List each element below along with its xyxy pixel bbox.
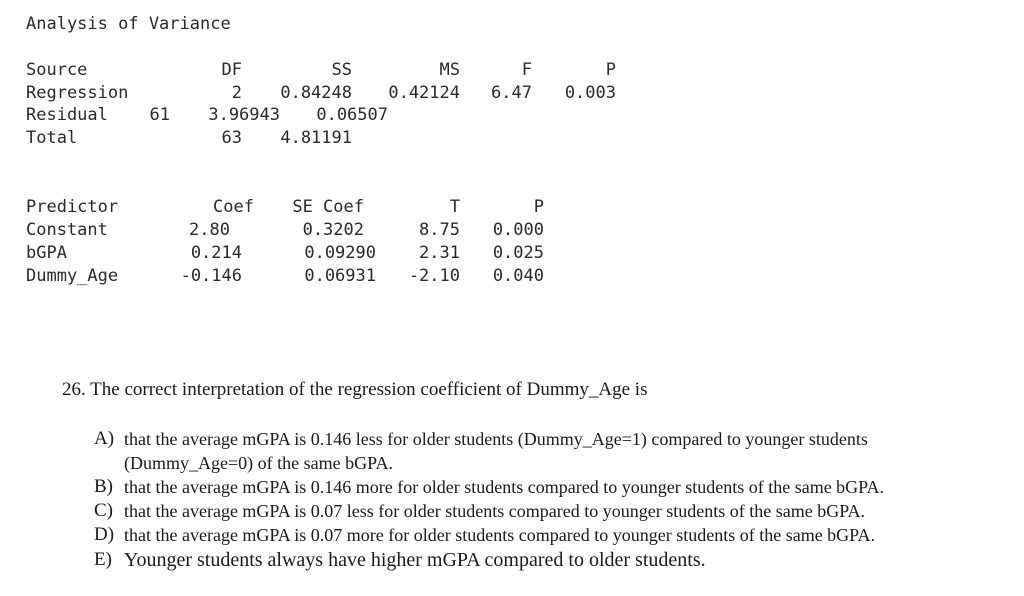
choice-a-letter: A) <box>94 428 115 449</box>
anova-row-regression-df: 2 <box>231 83 242 103</box>
anova-row-regression-source: Regression <box>26 83 129 103</box>
coef-row-dummyage-predictor: Dummy_Age <box>26 266 119 286</box>
anova-header-p: P <box>605 60 616 80</box>
choice-d-text[interactable]: that the average mGPA is 0.07 more for older students compared to younger students of the same bGPA. <box>124 525 876 545</box>
coef-row-dummyage-t: -2.10 <box>408 266 460 286</box>
anova-row-residual-ms: 0.06507 <box>316 105 388 125</box>
anova-row-regression-ss: 0.84248 <box>280 83 352 103</box>
choice-c-letter: C) <box>94 500 113 521</box>
anova-row-residual-source: Residual <box>26 105 108 125</box>
anova-header-ms: MS <box>439 60 460 80</box>
choice-e-letter: E) <box>94 549 112 570</box>
coef-row-bgpa-t: 2.31 <box>419 243 460 263</box>
anova-header-source: Source <box>26 60 88 80</box>
choice-a-text[interactable]: that the average mGPA is 0.146 less for older students (Dummy_Age=1) compared to younger students (Dummy_Age=0) of the same bGPA. <box>124 429 868 473</box>
coef-header-p: P <box>533 197 544 217</box>
coef-row-bgpa-coef: 0.214 <box>190 243 242 263</box>
coef-row-dummyage-p: 0.040 <box>492 266 544 286</box>
choice-b-text[interactable]: that the average mGPA is 0.146 more for older students compared to younger students of the same bGPA. <box>124 477 885 497</box>
choice-e-text[interactable]: Younger students always have higher mGPA compared to older students. <box>124 549 706 571</box>
anova-header-f: F <box>521 60 532 80</box>
anova-row-regression-f: 6.47 <box>491 83 532 103</box>
coef-row-constant-se: 0.3202 <box>302 220 364 240</box>
anova-row-regression-p: 0.003 <box>564 83 616 103</box>
choice-b-letter: B) <box>94 476 113 497</box>
coef-row-constant-t: 8.75 <box>419 220 460 240</box>
question-text: 26. The correct interpretation of the regression coefficient of Dummy_Age is <box>62 379 648 400</box>
coef-row-dummyage-coef: -0.146 <box>180 266 242 286</box>
anova-row-total-df: 63 <box>221 128 242 148</box>
anova-row-regression-ms: 0.42124 <box>388 83 460 103</box>
coef-header-predictor: Predictor <box>26 197 119 217</box>
anova-header-ss: SS <box>331 60 352 80</box>
choice-c-text[interactable]: that the average mGPA is 0.07 less for older students compared to younger students of the same bGPA. <box>124 501 866 521</box>
anova-header-df: DF <box>221 60 242 80</box>
anova-row-residual-df: 61 <box>149 105 170 125</box>
coef-row-bgpa-p: 0.025 <box>492 243 544 263</box>
coef-header-se: SE Coef <box>292 197 364 217</box>
anova-row-total-source: Total <box>26 128 78 148</box>
coef-header-coef: Coef <box>213 197 254 217</box>
coef-header-t: T <box>449 197 460 217</box>
coef-row-dummyage-se: 0.06931 <box>304 266 376 286</box>
coef-row-bgpa-se: 0.09290 <box>304 243 376 263</box>
coef-row-bgpa-predictor: bGPA <box>26 243 67 263</box>
coef-row-constant-coef: 2.80 <box>189 220 230 240</box>
anova-row-residual-ss: 3.96943 <box>208 105 280 125</box>
anova-title: Analysis of Variance <box>26 14 231 34</box>
choice-d-letter: D) <box>94 524 115 545</box>
coef-row-constant-p: 0.000 <box>492 220 544 240</box>
anova-row-total-ss: 4.81191 <box>280 128 352 148</box>
coef-row-constant-predictor: Constant <box>26 220 108 240</box>
